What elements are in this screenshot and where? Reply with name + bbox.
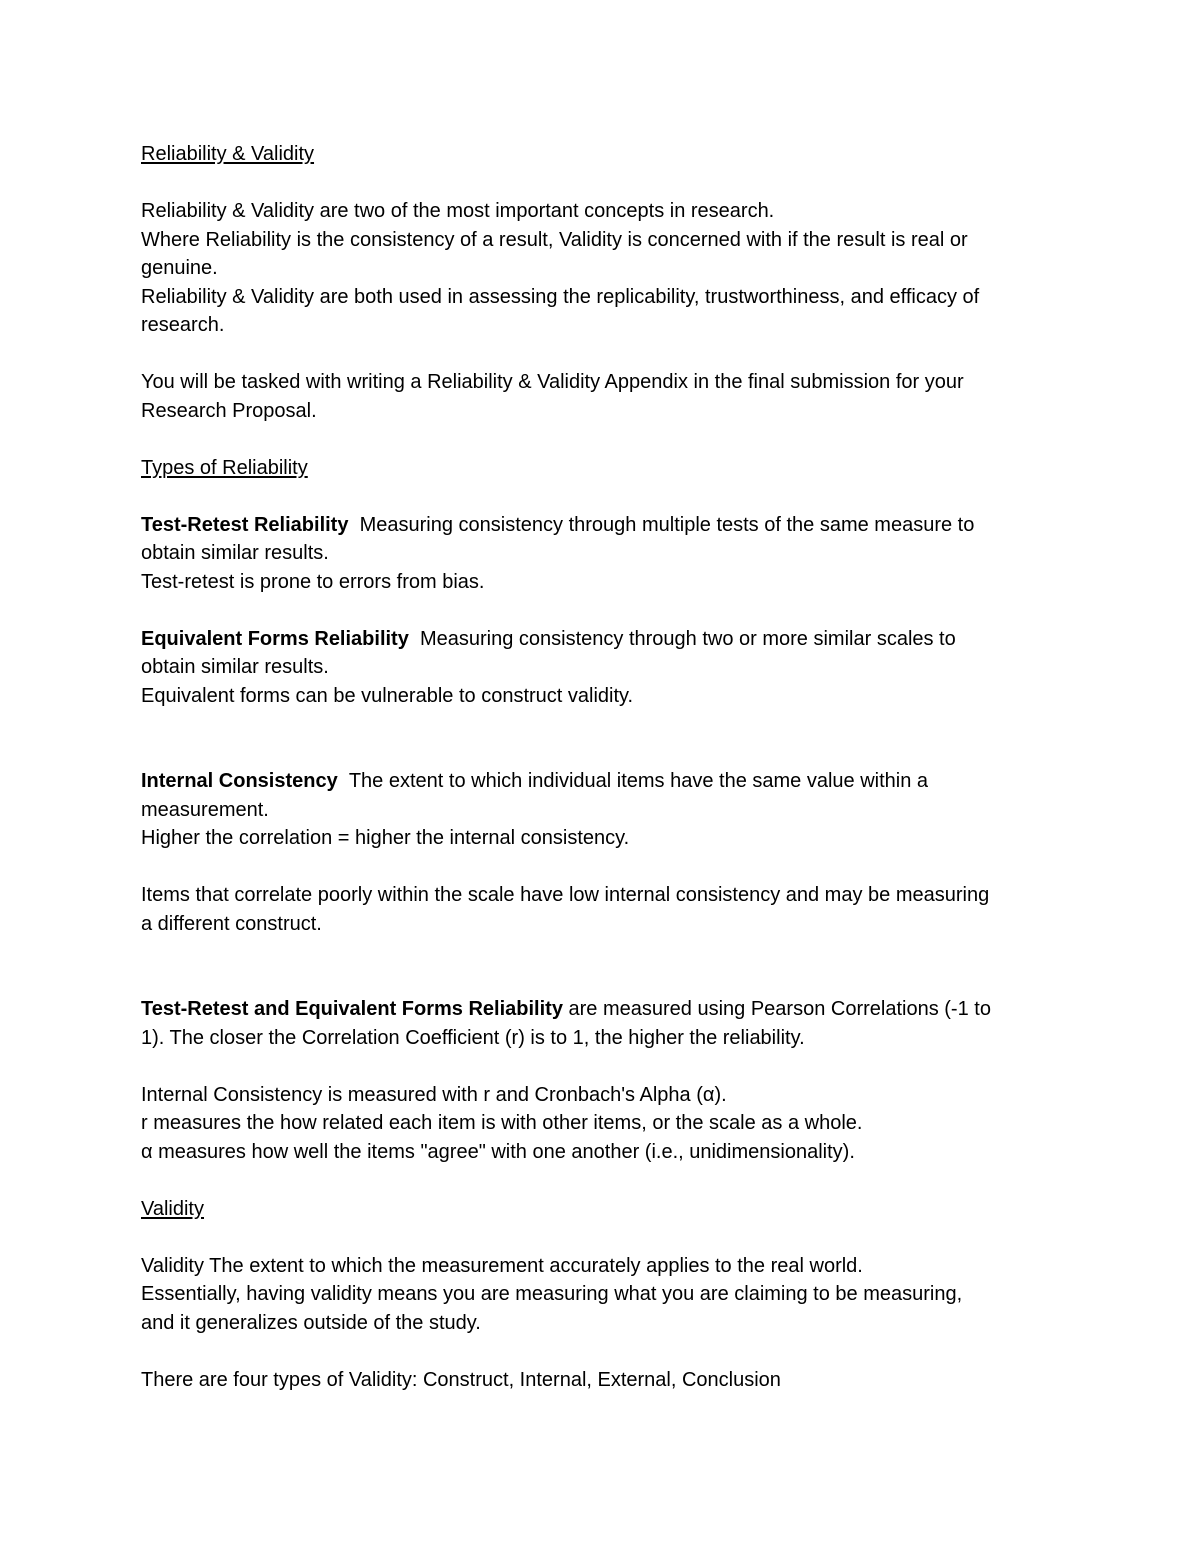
ic-measure-line-1: Internal Consistency is measured with r and Cronbach's Alpha (α). [141, 1083, 727, 1106]
measurement-term: Test-Retest and Equivalent Forms Reliability [141, 998, 563, 1020]
test-retest-term: Test-Retest Reliability [141, 513, 349, 536]
test-retest-note: Test-retest is prone to errors from bias. [141, 570, 485, 593]
internal-consistency-def-a: The extent to which individual items have the same value within a [348, 770, 929, 792]
internal-consistency-definition [141, 767, 1066, 796]
equivalent-forms-def-a: Measuring consistency through two or more similar scales to [419, 627, 956, 650]
intro-line-2a: Where Reliability is the consistency of a result, Validity is concerned with if the result is real or [141, 228, 968, 251]
spacer [141, 1223, 1066, 1252]
spacer [141, 938, 1066, 995]
spacer [141, 169, 1066, 198]
spacer [141, 710, 1066, 767]
spacer [141, 340, 1066, 369]
validity-line-3: and it generalizes outside of the study. [141, 1311, 481, 1334]
internal-consistency-def-b: measurement. [141, 798, 269, 821]
equivalent-forms-term: Equivalent Forms Reliability [141, 627, 409, 650]
validity-line-1: Validity The extent to which the measurement accurately applies to the real world. [141, 1254, 863, 1277]
spacer [141, 482, 1066, 511]
measurement-line-a [141, 995, 1066, 1024]
heading-validity: Validity [141, 1197, 204, 1220]
test-retest-definition [141, 511, 1066, 540]
task-line-2: Research Proposal. [141, 399, 317, 422]
test-retest-def-a: Measuring consistency through multiple tests of the same measure to [359, 513, 975, 536]
heading-reliability-validity: Reliability & Validity [141, 143, 315, 165]
task-line-1: You will be tasked with writing a Reliability & Validity Appendix in the final submission for your [141, 371, 964, 393]
spacer [141, 853, 1066, 882]
measurement-text-a: are measured using Pearson Correlations (-1 to [568, 998, 991, 1020]
internal-consistency-note: Higher the correlation = higher the internal consistency. [141, 827, 630, 849]
equivalent-forms-definition [141, 625, 1066, 654]
validity-line-4: There are four types of Validity: Construct, Internal, External, Conclusion [141, 1368, 781, 1391]
measurement-text-b: 1). The closer the Correlation Coefficient (r) is to 1, the higher the reliability. [141, 1026, 805, 1049]
intro-line-3b: research. [141, 314, 225, 336]
spacer [141, 1337, 1066, 1366]
poor-correlation-line-b: a different construct. [141, 912, 322, 935]
heading-types-of-reliability: Types of Reliability [141, 456, 308, 479]
ic-measure-line-2: r measures the how related each item is with other items, or the scale as a whole. [141, 1112, 863, 1134]
document-page [141, 140, 1066, 1394]
poor-correlation-line-a: Items that correlate poorly within the scale have low internal consistency and may be measuring [141, 884, 990, 906]
intro-line-1: Reliability & Validity are two of the most important concepts in research. [141, 200, 775, 222]
equivalent-forms-note: Equivalent forms can be vulnerable to construct validity. [141, 684, 634, 707]
spacer [141, 425, 1066, 454]
test-retest-def-b: obtain similar results. [141, 542, 329, 564]
equivalent-forms-def-b: obtain similar results. [141, 656, 329, 678]
intro-line-2b: genuine. [141, 257, 218, 279]
spacer [141, 1052, 1066, 1081]
intro-line-3a: Reliability & Validity are both used in assessing the replicability, trustworthiness, and efficacy of [141, 285, 980, 308]
validity-line-2: Essentially, having validity means you are measuring what you are claiming to be measuring, [141, 1283, 963, 1305]
spacer [141, 596, 1066, 625]
ic-measure-line-3: α measures how well the items "agree" with one another (i.e., unidimensionality). [141, 1140, 855, 1163]
spacer [141, 1166, 1066, 1195]
internal-consistency-term: Internal Consistency [141, 770, 338, 792]
